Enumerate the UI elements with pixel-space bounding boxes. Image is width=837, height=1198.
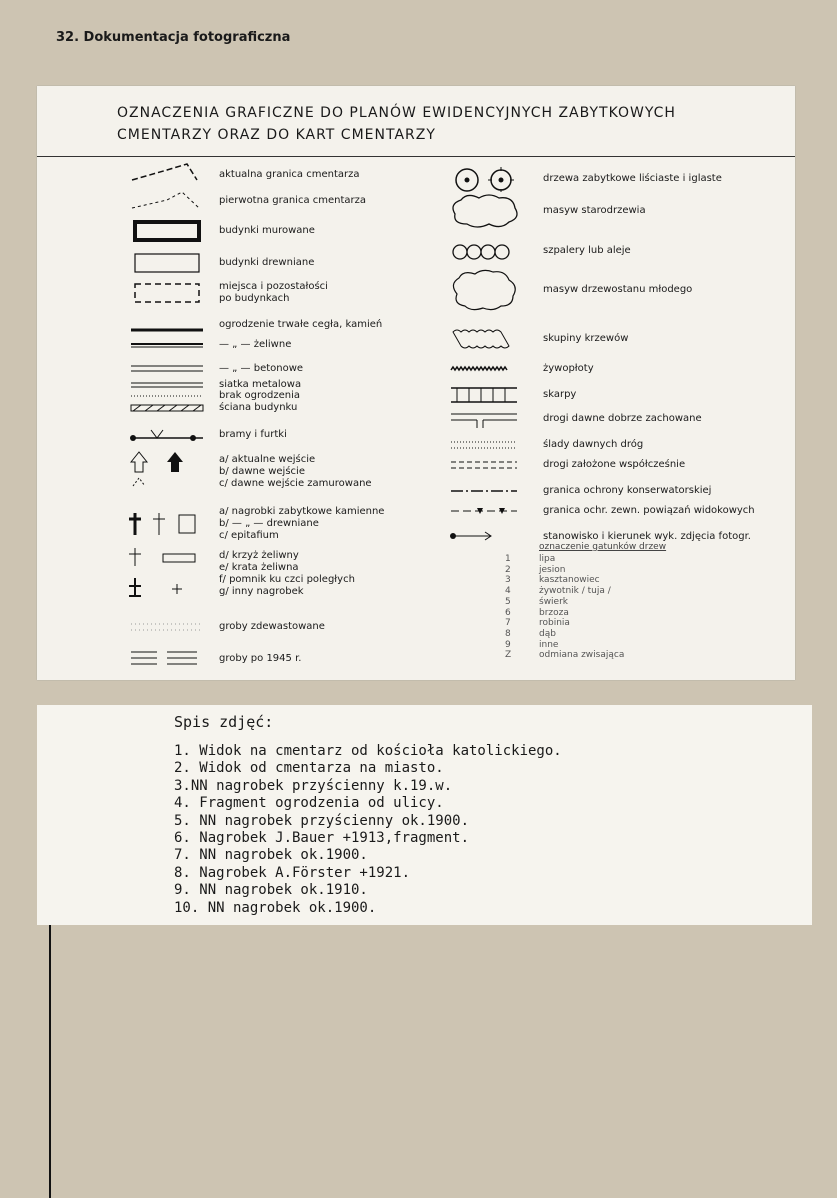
wooden-building-symbol [127, 250, 207, 276]
tree-species-item: 9 inne [505, 639, 559, 650]
building-wall-symbol [127, 402, 207, 414]
tree-species-item: 5 świerk [505, 596, 568, 607]
brick-building-symbol [127, 218, 207, 244]
legend-row: masyw drzewostanu młodego [447, 268, 692, 312]
photo-list-heading: Spis zdjęć: [174, 713, 274, 731]
legend-title-line-2: CMENTARZY ORAZ DO KART CMENTARZY [117, 127, 436, 143]
legend-row: pierwotna granica cmentarza [127, 188, 366, 214]
photo-list-item: 4. Fragment ogrodzenia od ulicy. [174, 795, 444, 812]
photo-list-item: 7. NN nagrobek ok.1900. [174, 847, 368, 864]
legend-row: a/ nagrobki zabytkowe kamienne b/ — „ — drewniane c/ epitafium [127, 506, 384, 542]
photo-list-item: 10. NN nagrobek ok.1900. [174, 899, 377, 916]
legend-row: skarpy [447, 382, 576, 408]
devastated-graves-symbol [127, 614, 207, 640]
photo-list-item: 6. Nagrobek J.Bauer +1913,fragment. [174, 830, 470, 847]
photo-list-sheet [37, 705, 812, 925]
legend-row: groby po 1945 r. [127, 646, 301, 672]
gate-symbol [127, 422, 207, 448]
photo-position-symbol [447, 524, 531, 550]
legend-sheet [37, 86, 795, 680]
new-road-symbol [447, 452, 531, 478]
tree-species-item: 8 dąb [505, 628, 556, 639]
legend-row: stanowisko i kierunek wyk. zdjęcia fotogr. [447, 524, 751, 550]
current-boundary-symbol [127, 162, 207, 188]
iron-fence-symbol [127, 332, 207, 358]
tree-species-heading: oznaczenie gatunków drzew [539, 542, 667, 552]
legend-row: skupiny krzewów [447, 324, 628, 354]
tree-species-item: 4 żywotnik / tuja / [505, 586, 611, 597]
legend-row: brak ogrodzenia [127, 390, 300, 402]
photo-list-item: 1. Widok na cmentarz od kościoła katolickiego. [174, 743, 562, 759]
legend-row: drzewa zabytkowe liściaste i iglaste [447, 166, 722, 192]
old-tree-mass-symbol [447, 192, 531, 230]
legend-row: drogi założone współcześnie [447, 452, 685, 478]
tree-species-item: 7 robinia [505, 618, 570, 629]
former-building-symbol [127, 280, 207, 306]
legend-row: a/ aktualne wejście b/ dawne wejście c/ dawne wejście zamurowane [127, 450, 372, 494]
original-boundary-symbol [127, 188, 207, 214]
legend-row: masyw starodrzewia [447, 192, 646, 230]
no-fence-symbol [127, 390, 207, 402]
legend-row: budynki murowane [127, 218, 315, 244]
photo-list-item: 5. NN nagrobek przyścienny ok.1900. [174, 812, 470, 829]
photo-list-item: 8. Nagrobek A.Förster +1921. [174, 864, 411, 881]
tree-species-item: 1 lipa [505, 554, 556, 564]
shrubs-symbol [447, 324, 531, 354]
tree-species-item: 6 brzoza [505, 607, 569, 618]
legend-row: groby zdewastowane [127, 614, 325, 640]
legend-row: ściana budynku [127, 402, 297, 414]
alley-symbol [447, 238, 531, 264]
embankment-symbol [447, 382, 531, 408]
young-tree-mass-symbol [447, 268, 531, 312]
legend-title [117, 102, 676, 146]
binding-line [49, 925, 51, 1198]
page-header: 32. Dokumentacja fotograficzna [56, 30, 291, 45]
legend-row: bramy i furtki [127, 422, 287, 448]
photo-list-item: 9. NN nagrobek ok.1910. [174, 882, 368, 899]
tree-species-item: Z odmiana zwisająca [505, 650, 625, 661]
photo-list [174, 743, 562, 917]
tombstone-symbols [127, 511, 207, 537]
old-road-symbol [447, 406, 531, 432]
legend-row: miejsca i pozostałości po budynkach [127, 280, 328, 306]
hedge-symbol [447, 356, 531, 382]
title-rule [37, 156, 795, 157]
legend-row: ogrodzenie trwałe cegła, kamień [127, 312, 382, 338]
photo-list-item: 2. Widok od cmentarza na miasto. [174, 760, 444, 777]
historic-trees-symbol [447, 166, 531, 192]
legend-row: — „ — żeliwne [127, 332, 291, 358]
legend-row: granica ochr. zewn. powiązań widokowych [447, 498, 755, 524]
entrance-symbols [127, 450, 207, 494]
view-boundary-symbol [447, 498, 531, 524]
legend-row: — „ — betonowe [127, 356, 303, 382]
other-grave-symbols [127, 546, 207, 602]
legend-row: siatka metalowa [127, 378, 301, 392]
legend-row: żywopłoty [447, 356, 594, 382]
legend-row: drogi dawne dobrze zachowane [447, 406, 702, 432]
legend-row: ślady dawnych dróg [447, 432, 643, 458]
tree-species-item: 2 jesion [505, 564, 566, 575]
photo-list-item: 3.NN nagrobek przyścienny k.19.w. [174, 777, 453, 794]
tree-species-list [505, 554, 624, 661]
legend-title-line-1: OZNACZENIA GRAFICZNE DO PLANÓW EWIDENCYJNYCH ZABYTKOWYCH [117, 105, 676, 121]
post-1945-graves-symbol [127, 646, 207, 672]
legend-row: budynki drewniane [127, 250, 314, 276]
legend-row: d/ krzyż żeliwny e/ krata żeliwna f/ pomnik ku czci poległych g/ inny nagrobek [127, 546, 355, 602]
legend-row: granica ochrony konserwatorskiej [447, 478, 711, 504]
tree-species-item: 3 kasztanowiec [505, 575, 600, 586]
legend-row: aktualna granica cmentarza [127, 162, 360, 188]
legend-row: szpalery lub aleje [447, 238, 631, 264]
